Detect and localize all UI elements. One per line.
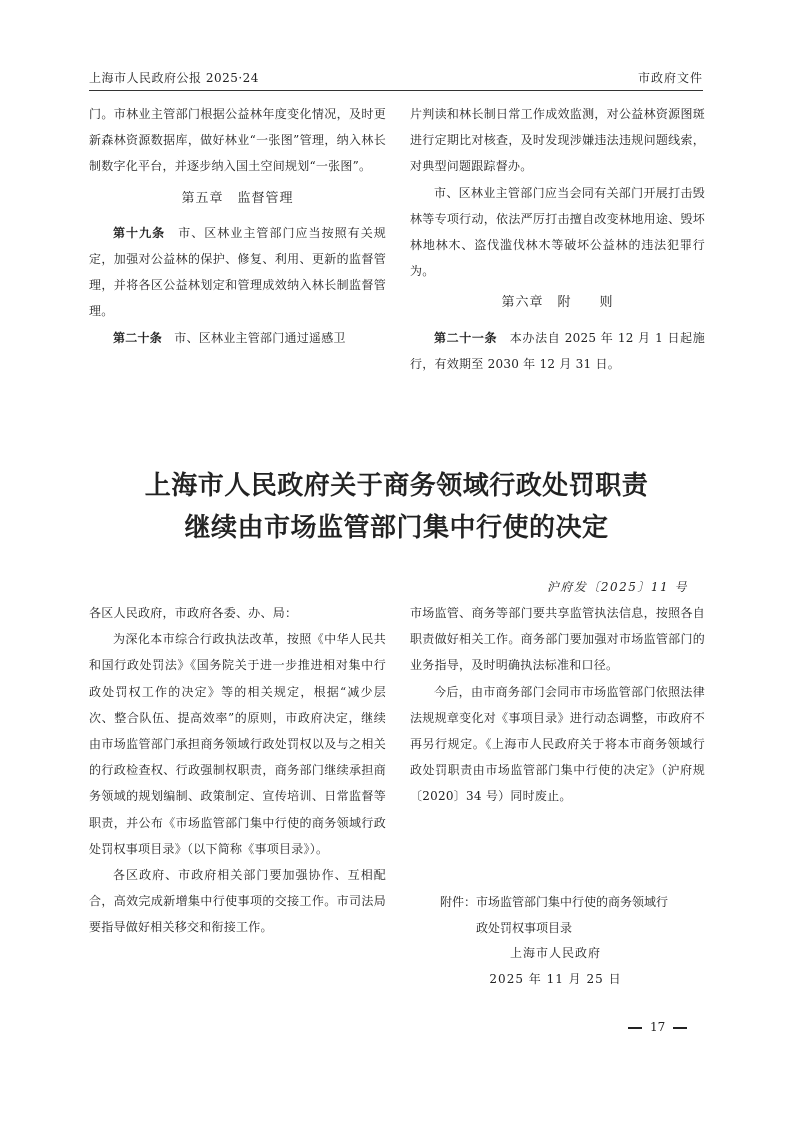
page-dash-right: [673, 1027, 687, 1029]
gazette-issue: 上海市人民政府公报 2025·24: [89, 71, 259, 85]
article-21: [410, 325, 705, 377]
chapter-heading: 第五章 监督管理: [181, 190, 294, 206]
document-number: 沪府发〔2025〕11 号: [546, 580, 688, 594]
section-label: 市政府文件: [637, 71, 703, 85]
paragraph: 为深化本市综合行政执法改革，按照《中华人民共和国行政处罚法》《国务院关于进一步推进相对集中行政处罚权工作的决定》等的相关规定，根据“减少层次、整合队伍、提高效率”的原则，市政府决定，继续由市场监管部门承担商务领域行政处罚权以及与之相关的行政检查权、行政强制权职责，商务部门继续承担商务领域的规划编制、政策制定、宣传培训、日常监督等职责，并公布《市场监管部门集中行使的商务领域行政处罚权事项目录》（以下简称《事项目录》）。: [89, 632, 386, 856]
title-line-1: 上海市人民政府关于商务领域行政处罚职责: [144, 471, 649, 501]
body-right-column: [410, 600, 705, 810]
paragraph: 今后，由市商务部门会同市市场监管部门依照法律法规规章变化对《事项目录》进行动态调整，市政府不再另行规定。《上海市人民政府关于将本市商务领域行政处罚职责由市场监管部门集中行使的决定》（沪府规〔2020〕34 号）同时废止。: [410, 684, 705, 804]
attachment-note: [440, 889, 705, 941]
article-text: 市、区林业主管部门应当按照有关规定，加强对公益林的保护、修复、利用、更新的监督管理，并将各区公益林划定和管理成效纳入林长制监督管理。: [89, 225, 386, 319]
article-title: 第二十一条: [434, 330, 498, 345]
issue-date: 2025 年 11 月 25 日: [489, 972, 622, 986]
salutation: 各区人民政府，市政府各委、办、局：: [89, 606, 298, 620]
title-line-2: 继续由市场监管部门集中行使的决定: [184, 513, 609, 543]
article-20: [89, 325, 386, 351]
paragraph: 市、区林业主管部门应当会同有关部门开展打击毁林等专项行动，依法严厉打击擅自改变林地用途、毁坏林地林木、盗伐滥伐林木等破坏公益林的违法犯罪行为。: [410, 185, 705, 279]
paragraph: 各区政府、市政府相关部门要加强协作、互相配合，高效完成新增集中行使事项的交接工作。市司法局要指导做好相关移交和衔接工作。: [89, 868, 386, 935]
article-title: 第二十条: [113, 330, 163, 345]
article-19: [89, 220, 386, 325]
attachment-line-1: 附件：市场监管部门集中行使的商务领域行: [440, 895, 669, 909]
page-number-value: 17: [650, 1020, 666, 1034]
paragraph: 片判读和林长制日常工作成效监测，对公益林资源图斑进行定期比对核查，及时发现涉嫌违法违规问题线索，对典型问题跟踪督办。: [410, 107, 705, 174]
signature-block: [408, 940, 703, 992]
header-rule: [89, 90, 703, 91]
page-dash-left: [628, 1027, 642, 1029]
chapter-heading: 第六章 附 则: [501, 295, 614, 311]
attachment-line-2: 政处罚权事项目录: [476, 921, 573, 935]
page-header: [89, 66, 703, 86]
body-left-column: [89, 600, 386, 941]
article-text: 市、区林业主管部门通过遥感卫: [162, 330, 346, 345]
paragraph: 门。市林业主管部门根据公益林年度变化情况，及时更新森林资源数据库，做好林业“一张图”管理，纳入林长制数字化平台，并逐步纳入国土空间规划“一张图”。: [89, 107, 386, 174]
issuer-name: 上海市人民政府: [509, 946, 601, 960]
page-number: [620, 1020, 710, 1034]
prev-doc-right-column: [410, 101, 705, 377]
paragraph: 市场监管、商务等部门要共享监管执法信息，按照各自职责做好相关工作。商务部门要加强对市场监管部门的业务指导，及时明确执法标准和口径。: [410, 606, 705, 673]
article-text: 本办法自 2025 年 12 月 1 日起施行，有效期至 2030 年 12 月 31 日。: [410, 330, 705, 371]
document-title: [60, 465, 733, 549]
prev-doc-left-column: [89, 101, 386, 351]
article-title: 第十九条: [113, 225, 166, 240]
